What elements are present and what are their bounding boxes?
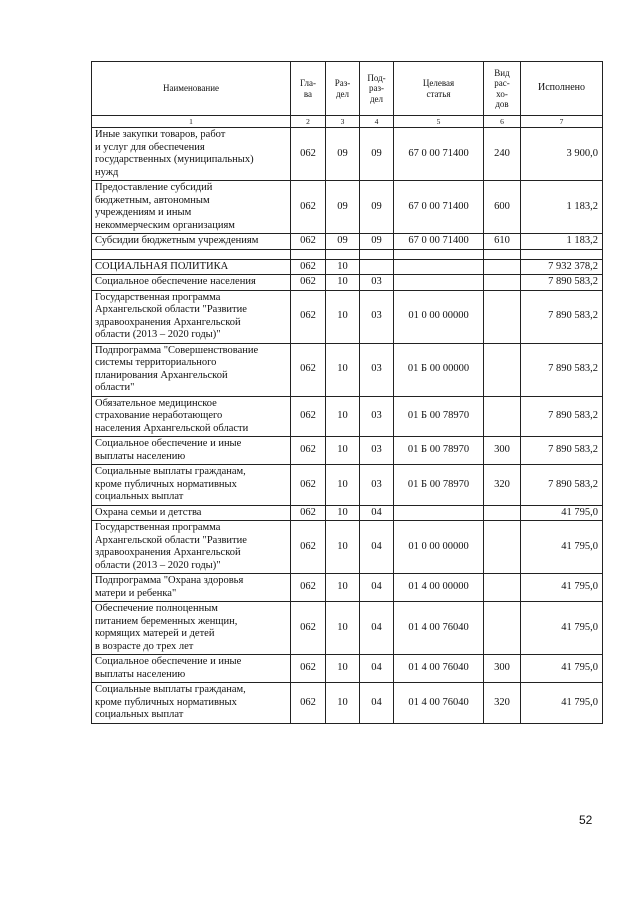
row-amount: 7 890 583,2 [521,275,603,291]
row-amount [521,249,603,259]
row-vid: 300 [484,437,521,465]
row-statya: 01 4 00 76040 [394,683,484,724]
row-podrazdel: 04 [360,521,394,574]
row-vid [484,259,521,275]
row-glava: 062 [291,290,326,343]
table-row [92,234,603,250]
table-row [92,181,603,234]
row-statya: 01 4 00 76040 [394,602,484,655]
row-name: Социальные выплаты гражданам, кроме публичных нормативных социальных выплат [92,465,291,506]
row-vid [484,521,521,574]
row-statya: 01 4 00 76040 [394,655,484,683]
row-glava [291,249,326,259]
row-glava: 062 [291,655,326,683]
row-razdel: 10 [326,437,360,465]
row-razdel [326,249,360,259]
row-statya: 01 Б 00 78970 [394,465,484,506]
row-amount: 41 795,0 [521,505,603,521]
row-glava: 062 [291,181,326,234]
row-vid: 320 [484,683,521,724]
row-statya: 67 0 00 71400 [394,181,484,234]
table-body [92,62,603,724]
table-row [92,655,603,683]
row-amount: 7 932 378,2 [521,259,603,275]
budget-table [91,61,603,724]
table-row [92,249,603,259]
row-name: Охрана семьи и детства [92,505,291,521]
row-name: Государственная программа Архангельской области "Развитие здравоохранения Архангельской области (2013 – 2020 годы)" [92,521,291,574]
header-name: Наименование [92,62,291,116]
row-podrazdel: 04 [360,655,394,683]
row-vid: 240 [484,128,521,181]
row-statya [394,275,484,291]
row-amount: 7 890 583,2 [521,465,603,506]
row-podrazdel: 03 [360,396,394,437]
row-name: Социальные выплаты гражданам, кроме публичных нормативных социальных выплат [92,683,291,724]
row-glava: 062 [291,234,326,250]
row-razdel: 10 [326,396,360,437]
row-glava: 062 [291,505,326,521]
row-amount: 41 795,0 [521,683,603,724]
row-podrazdel: 03 [360,437,394,465]
row-podrazdel: 09 [360,234,394,250]
row-glava: 062 [291,574,326,602]
table-row [92,505,603,521]
header-number: 5 [394,116,484,128]
header-number: 1 [92,116,291,128]
row-vid: 610 [484,234,521,250]
header-number: 7 [521,116,603,128]
table-row [92,521,603,574]
table-row [92,128,603,181]
header-numbers-row [92,116,603,128]
header-number: 2 [291,116,326,128]
table-row [92,602,603,655]
header-statya: Целевая статья [394,62,484,116]
row-vid: 320 [484,465,521,506]
row-amount: 1 183,2 [521,234,603,250]
header-glava: Гла- ва [291,62,326,116]
row-podrazdel [360,249,394,259]
row-vid [484,275,521,291]
row-razdel: 10 [326,275,360,291]
row-vid [484,505,521,521]
row-statya: 67 0 00 71400 [394,234,484,250]
row-glava: 062 [291,437,326,465]
row-vid: 600 [484,181,521,234]
row-name: Обязательное медицинское страхование неработающего населения Архангельской области [92,396,291,437]
row-podrazdel: 09 [360,181,394,234]
row-statya: 01 Б 00 78970 [394,396,484,437]
row-amount: 7 890 583,2 [521,290,603,343]
table-row [92,290,603,343]
row-amount: 3 900,0 [521,128,603,181]
header-row [92,62,603,116]
row-name: Обеспечение полноценным питанием беременных женщин, кормящих матерей и детей в возрасте до трех лет [92,602,291,655]
row-vid [484,602,521,655]
row-vid [484,290,521,343]
row-glava: 062 [291,683,326,724]
row-glava: 062 [291,128,326,181]
header-razdel: Раз- дел [326,62,360,116]
row-name: Государственная программа Архангельской области "Развитие здравоохранения Архангельской области (2013 – 2020 годы)" [92,290,291,343]
row-name: СОЦИАЛЬНАЯ ПОЛИТИКА [92,259,291,275]
row-statya: 67 0 00 71400 [394,128,484,181]
row-vid [484,343,521,396]
row-podrazdel: 04 [360,602,394,655]
table-row [92,343,603,396]
page-number: 52 [579,813,593,827]
header-amount: Исполнено [521,62,603,116]
row-razdel: 09 [326,181,360,234]
row-name: Социальное обеспечение населения [92,275,291,291]
row-amount: 1 183,2 [521,181,603,234]
row-name: Социальное обеспечение и иные выплаты населению [92,437,291,465]
row-razdel: 09 [326,234,360,250]
row-amount: 41 795,0 [521,521,603,574]
row-amount: 41 795,0 [521,574,603,602]
row-amount: 41 795,0 [521,602,603,655]
row-vid [484,396,521,437]
row-statya: 01 Б 00 00000 [394,343,484,396]
row-statya: 01 0 00 00000 [394,521,484,574]
row-podrazdel: 03 [360,275,394,291]
table-row [92,275,603,291]
row-podrazdel: 03 [360,290,394,343]
row-razdel: 10 [326,505,360,521]
row-razdel: 10 [326,259,360,275]
row-name: Иные закупки товаров, работ и услуг для обеспечения государственных (муниципальных) нужд [92,128,291,181]
row-glava: 062 [291,521,326,574]
row-name: Подпрограмма "Совершенствование системы территориального планирования Архангельской области" [92,343,291,396]
row-amount: 7 890 583,2 [521,343,603,396]
row-amount: 7 890 583,2 [521,437,603,465]
row-statya [394,259,484,275]
table-row [92,683,603,724]
row-statya: 01 0 00 00000 [394,290,484,343]
row-podrazdel: 04 [360,574,394,602]
row-razdel: 10 [326,465,360,506]
row-statya: 01 4 00 00000 [394,574,484,602]
row-name [92,249,291,259]
row-podrazdel: 04 [360,505,394,521]
budget-table-sheet [91,61,602,724]
row-name: Предоставление субсидий бюджетным, автономным учреждениям и иным некоммерческим организациям [92,181,291,234]
row-amount: 7 890 583,2 [521,396,603,437]
row-razdel: 10 [326,655,360,683]
row-vid: 300 [484,655,521,683]
row-podrazdel: 03 [360,343,394,396]
row-razdel: 10 [326,683,360,724]
row-name: Субсидии бюджетным учреждениям [92,234,291,250]
row-glava: 062 [291,343,326,396]
row-razdel: 10 [326,290,360,343]
row-razdel: 09 [326,128,360,181]
header-number: 6 [484,116,521,128]
row-glava: 062 [291,275,326,291]
table-row [92,396,603,437]
row-name: Социальное обеспечение и иные выплаты населению [92,655,291,683]
row-glava: 062 [291,465,326,506]
table-row [92,465,603,506]
row-glava: 062 [291,259,326,275]
row-razdel: 10 [326,521,360,574]
row-vid [484,249,521,259]
header-number: 4 [360,116,394,128]
row-podrazdel: 03 [360,465,394,506]
row-statya: 01 Б 00 78970 [394,437,484,465]
row-razdel: 10 [326,343,360,396]
row-razdel: 10 [326,602,360,655]
row-vid [484,574,521,602]
table-row [92,259,603,275]
row-razdel: 10 [326,574,360,602]
row-statya [394,505,484,521]
table-row [92,574,603,602]
row-podrazdel [360,259,394,275]
row-podrazdel: 09 [360,128,394,181]
row-glava: 062 [291,396,326,437]
header-podrazdel: Под- раз- дел [360,62,394,116]
row-amount: 41 795,0 [521,655,603,683]
header-number: 3 [326,116,360,128]
row-statya [394,249,484,259]
row-name: Подпрограмма "Охрана здоровья матери и ребенка" [92,574,291,602]
header-vid: Вид рас- хо- дов [484,62,521,116]
row-glava: 062 [291,602,326,655]
row-podrazdel: 04 [360,683,394,724]
table-row [92,437,603,465]
